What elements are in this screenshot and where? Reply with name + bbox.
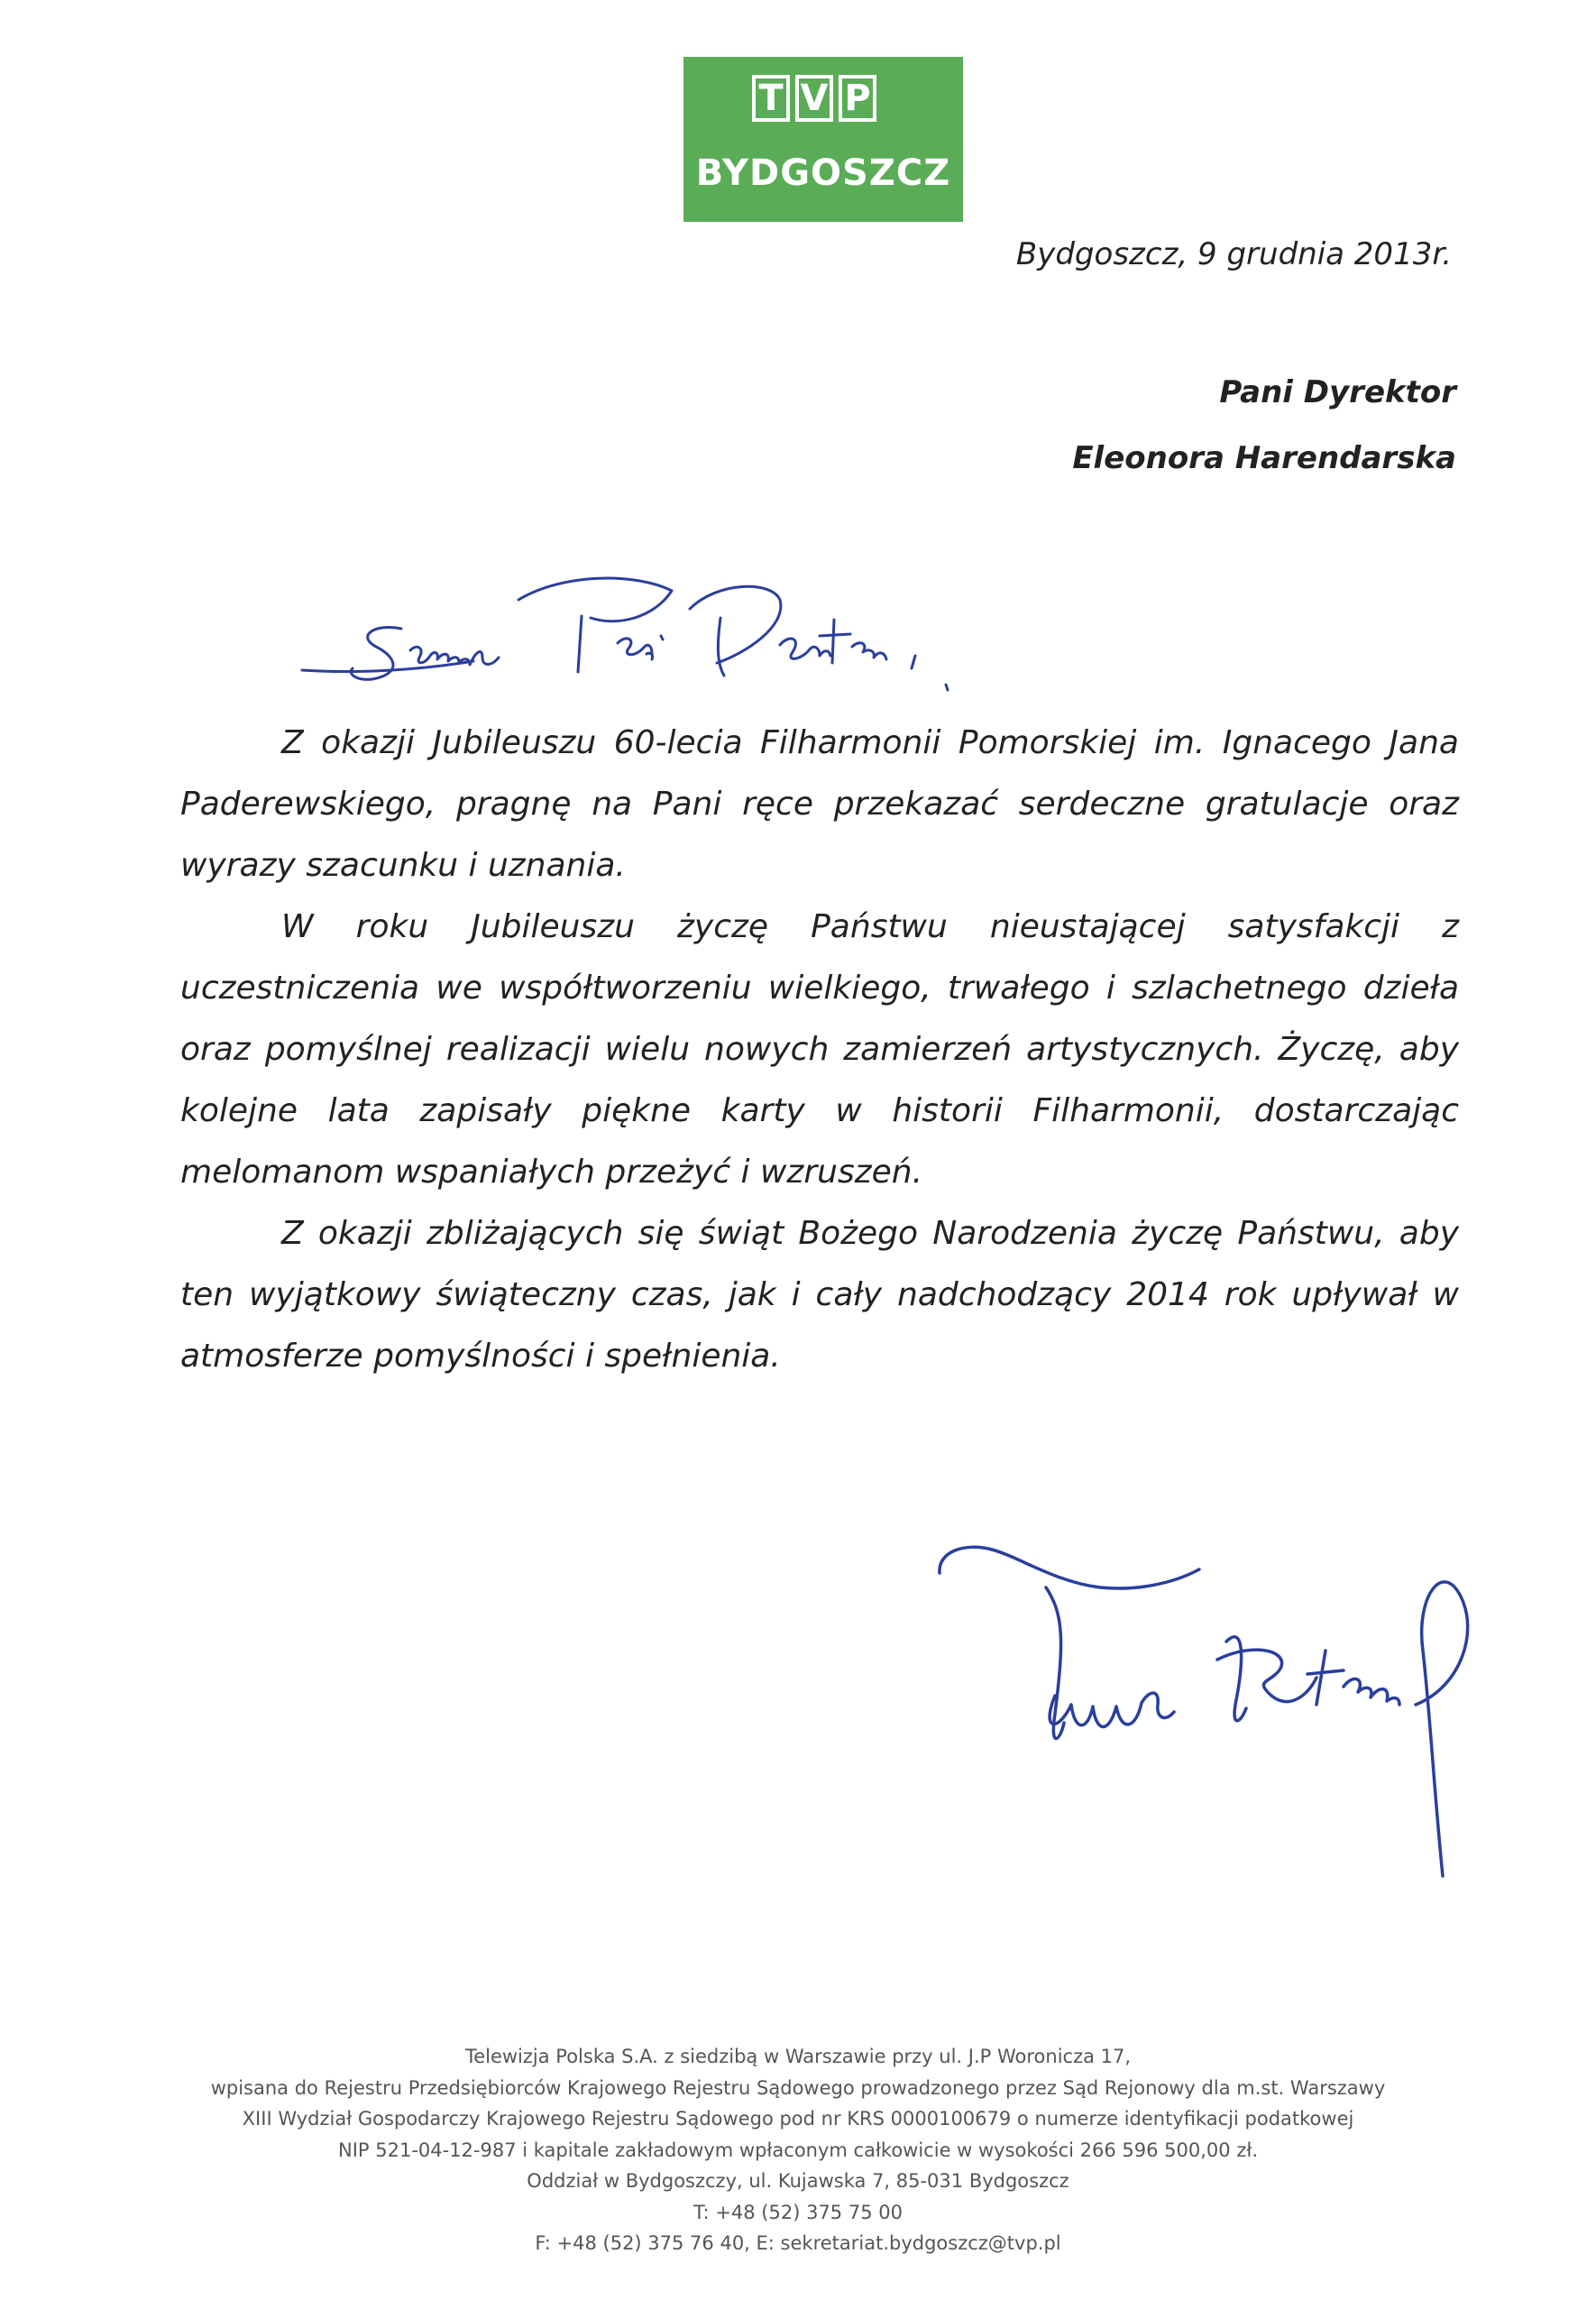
footer-line: F: +48 (52) 375 76 40, E: sekretariat.bydgoszcz@tvp.pl [535,2232,1061,2254]
body-paragraph: Z okazji zbliżających się świąt Bożego Narodzenia życzę Państwu, aby ten wyjątkowy świąteczny czas, jak i cały nadchodzący 2014 rok upływał w atmosferze pomyślności i spełnienia. [180,1215,1459,1375]
handwritten-salutation [293,564,996,699]
letter-date: Bydgoszcz, 9 grudnia 2013r. [1015,236,1452,272]
logo-letter-t: T [752,75,790,122]
company-footer [108,2041,1488,2259]
footer-line: T: +48 (52) 375 75 00 [693,2201,903,2223]
tvp-logo-letters [752,75,876,122]
tvp-bydgoszcz-logo [683,57,963,222]
letter-body [180,713,1459,1387]
footer-line: Telewizja Polska S.A. z siedzibą w Warszawie przy ul. J.P Woronicza 17, [464,2046,1132,2067]
handwritten-signature [929,1515,1488,1894]
logo-letter-v: V [795,75,833,122]
addressee-title: Pani Dyrektor [1219,374,1456,410]
body-paragraph: W roku Jubileuszu życzę Państwu nieustającej satysfakcji z uczestniczenia we współtworzeniu wielkiego, trwałego i szlachetnego dzieła oraz pomyślnej realizacji wielu nowych zamierzeń artystycznych. Życzę, aby kolejne lata zapisały piękne karty w historii Filharmonii, dostarczając melomanom wspaniałych przeżyć i wzruszeń. [180,908,1459,1191]
footer-line: XIII Wydział Gospodarczy Krajowego Rejestru Sądowego pod nr KRS 0000100679 o numerze identyfikacji podatkowej [242,2108,1354,2130]
addressee-name: Eleonora Harendarska [1072,440,1456,476]
body-paragraph: Z okazji Jubileuszu 60-lecia Filharmonii Pomorskiej im. Ignacego Jana Paderewskiego, pragnę na Pani ręce przekazać serdeczne gratulacje oraz wyrazy szacunku i uznania. [180,724,1459,884]
logo-city-name: BYDGOSZCZ [695,152,951,194]
logo-letter-p: P [839,75,876,122]
footer-line: Oddział w Bydgoszczy, ul. Kujawska 7, 85-031 Bydgoszcz [527,2170,1069,2192]
footer-line: wpisana do Rejestru Przedsiębiorców Krajowego Rejestru Sądowego prowadzonego przez Sąd Rejonowy dla m.st. Warszawy [210,2076,1386,2099]
footer-line: NIP 521-04-12-987 i kapitale zakładowym wpłaconym całkowicie w wysokości 266 596 500,00 zł. [338,2139,1258,2161]
